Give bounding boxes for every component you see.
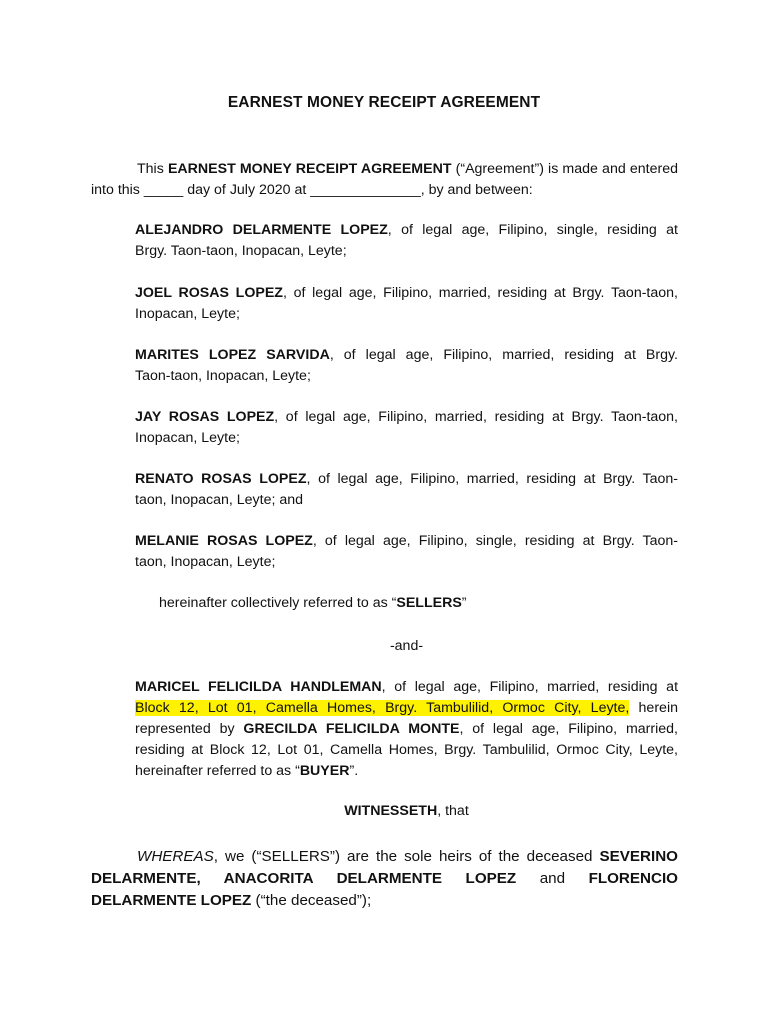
buyer-paragraph: MARICEL FELICILDA HANDLEMAN, of legal age, Filipino, married, residing at Block 12, Lot 01, Camella Homes, Brgy. Tambulilid, Ormoc City, Leyte, herein represented by GRECILDA FELICILDA MONTE, of legal age, Filipino, married, residing at Block 12, Lot 01, Camella Homes, Brgy. Tambulilid, Ormoc City, Leyte, hereinafter referred to as “BUYER”.	[135, 679, 679, 779]
intro-paragraph: This EARNEST MONEY RECEIPT AGREEMENT (“Agreement”) is made and entered into this _____ day of July 2020 at ______________, by and between:	[91, 161, 678, 198]
seller-paragraph: MARITES LOPEZ SARVIDA, of legal age, Filipino, married, residing at Brgy. Taon-taon, Inopacan, Leyte;	[135, 347, 678, 384]
seller-paragraph: RENATO ROSAS LOPEZ, of legal age, Filipino, married, residing at Brgy. Taon- taon, Inopacan, Leyte; and	[135, 471, 678, 508]
buyer-name: MARICEL FELICILDA HANDLEMAN	[135, 679, 382, 695]
highlighted-address: Block 12, Lot 01, Camella Homes, Brgy. Tambulilid, Ormoc City, Leyte,	[135, 700, 630, 716]
seller-name: ALEJANDRO DELARMENTE LOPEZ	[135, 222, 388, 238]
seller-name: JAY ROSAS LOPEZ	[135, 409, 275, 425]
representative-name: GRECILDA FELICILDA MONTE	[243, 721, 460, 737]
seller-paragraph: JAY ROSAS LOPEZ, of legal age, Filipino, married, residing at Brgy. Taon-taon, Inopacan, Leyte;	[135, 409, 679, 446]
document-title: EARNEST MONEY RECEIPT AGREEMENT	[227, 94, 541, 111]
witnesseth-heading: WITNESSETH, that	[344, 803, 469, 819]
seller-paragraph: ALEJANDRO DELARMENTE LOPEZ, of legal age, Filipino, single, residing at Brgy. Taon-taon, Inopacan, Leyte;	[135, 222, 678, 259]
seller-paragraph: JOEL ROSAS LOPEZ, of legal age, Filipino, married, residing at Brgy. Taon-taon, Inopacan, Leyte;	[135, 285, 678, 322]
agreement-name: EARNEST MONEY RECEIPT AGREEMENT	[167, 161, 452, 177]
seller-paragraph: MELANIE ROSAS LOPEZ, of legal age, Filipino, single, residing at Brgy. Taon- taon, Inopacan, Leyte;	[135, 533, 678, 570]
seller-name: MELANIE ROSAS LOPEZ	[135, 533, 313, 549]
seller-name: RENATO ROSAS LOPEZ	[135, 471, 307, 487]
and-separator: -and-	[389, 638, 424, 654]
sellers-reference: hereinafter collectively referred to as “SELLERS”	[159, 595, 467, 611]
seller-name: MARITES LOPEZ SARVIDA	[135, 347, 330, 363]
whereas-paragraph: WHEREAS, we (“SELLERS”) are the sole heirs of the deceased SEVERINO DELARMENTE, ANACORITA DELARMENTE LOPEZ and FLORENCIO DELARMENTE LOPEZ (“the deceased”);	[91, 848, 678, 909]
seller-name: JOEL ROSAS LOPEZ	[135, 285, 283, 301]
